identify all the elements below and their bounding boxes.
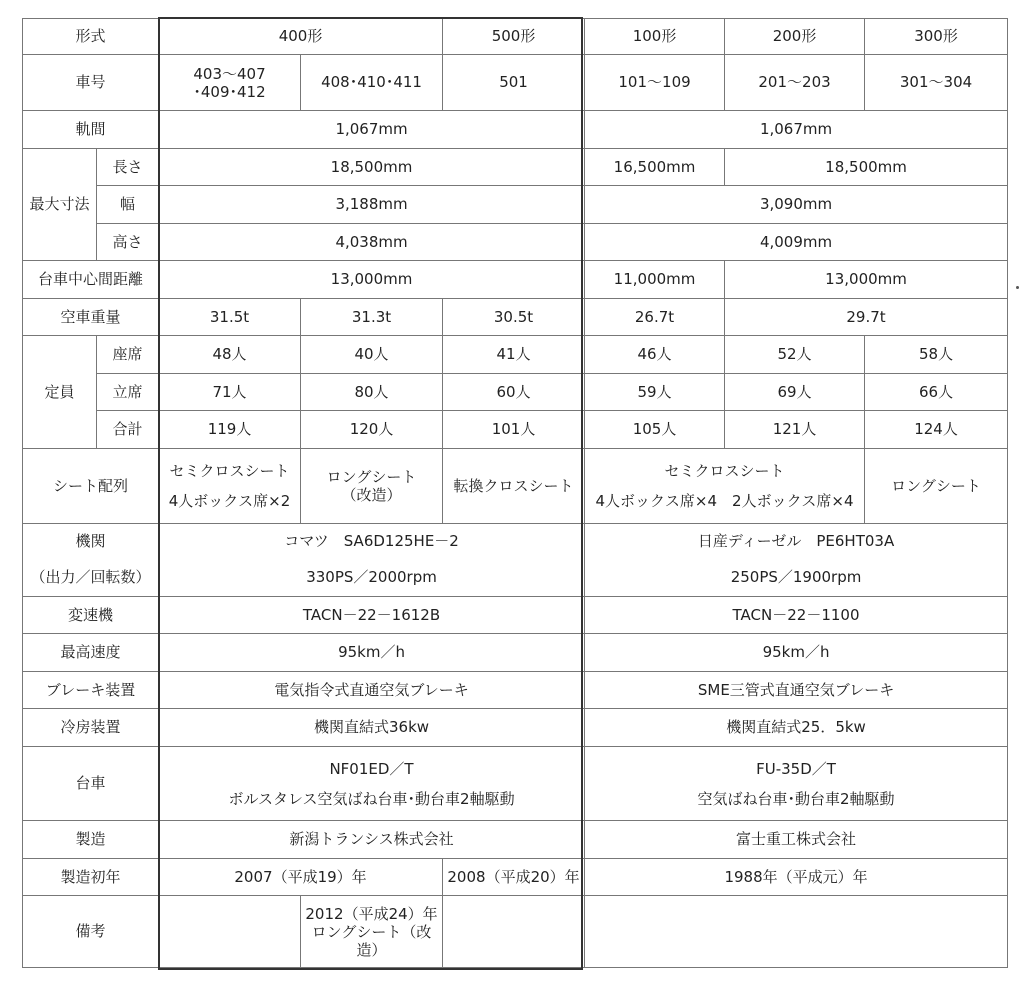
bogie-old-line1: FU-35D／T [756, 759, 836, 778]
height-old: 4,009mm [585, 224, 1008, 261]
row-remarks [23, 896, 1008, 968]
empty-weight-100: 26.7t [585, 299, 725, 336]
car-no-400a-line1: 403～407 [193, 64, 266, 83]
ac-new: 機関直結式36kw [159, 709, 585, 747]
row-total [23, 411, 1008, 449]
standing-100: 59人 [585, 374, 725, 411]
remarks-400b [301, 896, 443, 968]
label-brake: ブレーキ装置 [23, 672, 159, 709]
remarks-400a [159, 896, 301, 968]
seated-500: 41人 [443, 336, 585, 374]
label-seated: 座席 [97, 336, 159, 374]
bogie-old [585, 747, 1008, 821]
remarks-400b-line1: 2012（平成24）年 [305, 904, 438, 923]
ac-old: 機関直結式25．5kw [585, 709, 1008, 747]
maker-old: 富士重工株式会社 [585, 821, 1008, 859]
standing-400b: 80人 [301, 374, 443, 411]
bogie-dist-200-300: 13,000mm [725, 261, 1008, 299]
label-gauge: 軌間 [23, 111, 159, 149]
standing-300: 66人 [865, 374, 1008, 411]
form-500: 500形 [443, 19, 585, 55]
label-length: 長さ [97, 149, 159, 186]
row-output [23, 560, 1008, 597]
engine-new: コマツ SA6D125HE－2 [159, 524, 585, 560]
bogie-new [159, 747, 585, 821]
form-400: 400形 [159, 19, 443, 55]
scan-speck [1016, 286, 1019, 289]
seated-200: 52人 [725, 336, 865, 374]
max-speed-new: 95km／h [159, 634, 585, 672]
label-total: 合計 [97, 411, 159, 449]
row-seated [23, 336, 1008, 374]
first-year-500: 2008（平成20）年 [443, 859, 585, 896]
transmission-new: TACN－22－1612B [159, 597, 585, 634]
car-no-400a-line2: ･409･412 [193, 82, 266, 101]
seating-100-200-line2: 4人ボックス席×4 2人ボックス席×4 [595, 492, 854, 510]
spec-table [22, 18, 1008, 968]
label-max-dim: 最大寸法 [23, 149, 97, 261]
row-first-year [23, 859, 1008, 896]
row-car-no [23, 55, 1008, 111]
max-speed-old: 95km／h [585, 634, 1008, 672]
width-old: 3,090mm [585, 186, 1008, 224]
brake-old: SME三管式直通空気ブレーキ [585, 672, 1008, 709]
form-200: 200形 [725, 19, 865, 55]
bogie-old-line2: 空気ばね台車･動台車2軸駆動 [697, 789, 895, 808]
seating-400a-line2: 4人ボックス席×2 [168, 492, 291, 510]
seating-400a [159, 449, 301, 524]
engine-old: 日産ディーゼル PE6HT03A [585, 524, 1008, 560]
empty-weight-200-300: 29.7t [725, 299, 1008, 336]
label-engine: 機関 [23, 524, 159, 560]
label-form: 形式 [23, 19, 159, 55]
row-brake [23, 672, 1008, 709]
bogie-new-line2: ボルスタレス空気ばね台車･動台車2軸駆動 [228, 789, 515, 808]
row-gauge [23, 111, 1008, 149]
empty-weight-400b: 31.3t [301, 299, 443, 336]
row-standing [23, 374, 1008, 411]
bogie-dist-new: 13,000mm [159, 261, 585, 299]
seated-300: 58人 [865, 336, 1008, 374]
label-remarks: 備考 [23, 896, 159, 968]
label-height: 高さ [97, 224, 159, 261]
form-300: 300形 [865, 19, 1008, 55]
label-capacity: 定員 [23, 336, 97, 449]
standing-500: 60人 [443, 374, 585, 411]
output-old: 250PS／1900rpm [585, 560, 1008, 597]
row-form [23, 19, 1008, 55]
first-year-400: 2007（平成19）年 [159, 859, 443, 896]
length-100: 16,500mm [585, 149, 725, 186]
gauge-old: 1,067mm [585, 111, 1008, 149]
remarks-old [585, 896, 1008, 968]
label-bogie-dist: 台車中心間距離 [23, 261, 159, 299]
label-car-no: 車号 [23, 55, 159, 111]
seated-400b: 40人 [301, 336, 443, 374]
row-empty-weight [23, 299, 1008, 336]
maker-new: 新潟トランシス株式会社 [159, 821, 585, 859]
row-bogie [23, 747, 1008, 821]
row-max-speed [23, 634, 1008, 672]
car-no-100: 101～109 [585, 55, 725, 111]
bogie-new-line1: NF01ED／T [329, 759, 414, 778]
standing-400a: 71人 [159, 374, 301, 411]
row-width [23, 186, 1008, 224]
form-100: 100形 [585, 19, 725, 55]
car-no-200: 201～203 [725, 55, 865, 111]
row-seating [23, 449, 1008, 524]
bogie-dist-100: 11,000mm [585, 261, 725, 299]
label-ac: 冷房装置 [23, 709, 159, 747]
seated-400a: 48人 [159, 336, 301, 374]
remarks-400b-line2: ロングシート（改造） [311, 922, 432, 959]
width-new: 3,188mm [159, 186, 585, 224]
total-100: 105人 [585, 411, 725, 449]
label-max-speed: 最高速度 [23, 634, 159, 672]
label-standing: 立席 [97, 374, 159, 411]
car-no-500: 501 [443, 55, 585, 111]
total-300: 124人 [865, 411, 1008, 449]
row-bogie-dist [23, 261, 1008, 299]
car-no-400b: 408･410･411 [301, 55, 443, 111]
transmission-old: TACN－22－1100 [585, 597, 1008, 634]
empty-weight-500: 30.5t [443, 299, 585, 336]
label-bogie: 台車 [23, 747, 159, 821]
first-year-old: 1988年（平成元）年 [585, 859, 1008, 896]
label-output: （出力／回転数） [23, 560, 159, 597]
label-width: 幅 [97, 186, 159, 224]
row-engine [23, 524, 1008, 560]
total-400a: 119人 [159, 411, 301, 449]
row-height [23, 224, 1008, 261]
seating-400b-line2: （改造） [341, 486, 402, 504]
seating-300: ロングシート [865, 449, 1008, 524]
remarks-500 [443, 896, 585, 968]
output-new: 330PS／2000rpm [159, 560, 585, 597]
row-length [23, 149, 1008, 186]
car-no-400a [159, 55, 301, 111]
label-empty-weight: 空車重量 [23, 299, 159, 336]
label-seating: シート配列 [23, 449, 159, 524]
height-new: 4,038mm [159, 224, 585, 261]
seating-500: 転換クロスシート [443, 449, 585, 524]
row-ac [23, 709, 1008, 747]
seating-100-200 [585, 449, 865, 524]
row-transmission [23, 597, 1008, 634]
empty-weight-400a: 31.5t [159, 299, 301, 336]
standing-200: 69人 [725, 374, 865, 411]
seating-100-200-line1: セミクロスシート [664, 462, 785, 480]
label-maker: 製造 [23, 821, 159, 859]
car-no-300: 301～304 [865, 55, 1008, 111]
label-first-year: 製造初年 [23, 859, 159, 896]
gauge-new: 1,067mm [159, 111, 585, 149]
total-200: 121人 [725, 411, 865, 449]
seating-400b [301, 449, 443, 524]
seating-400a-line1: セミクロスシート [169, 462, 290, 480]
total-500: 101人 [443, 411, 585, 449]
length-200-300: 18,500mm [725, 149, 1008, 186]
seating-400b-line1: ロングシート [326, 468, 417, 486]
total-400b: 120人 [301, 411, 443, 449]
brake-new: 電気指令式直通空気ブレーキ [159, 672, 585, 709]
label-transmission: 変速機 [23, 597, 159, 634]
seated-100: 46人 [585, 336, 725, 374]
length-new: 18,500mm [159, 149, 585, 186]
row-maker [23, 821, 1008, 859]
